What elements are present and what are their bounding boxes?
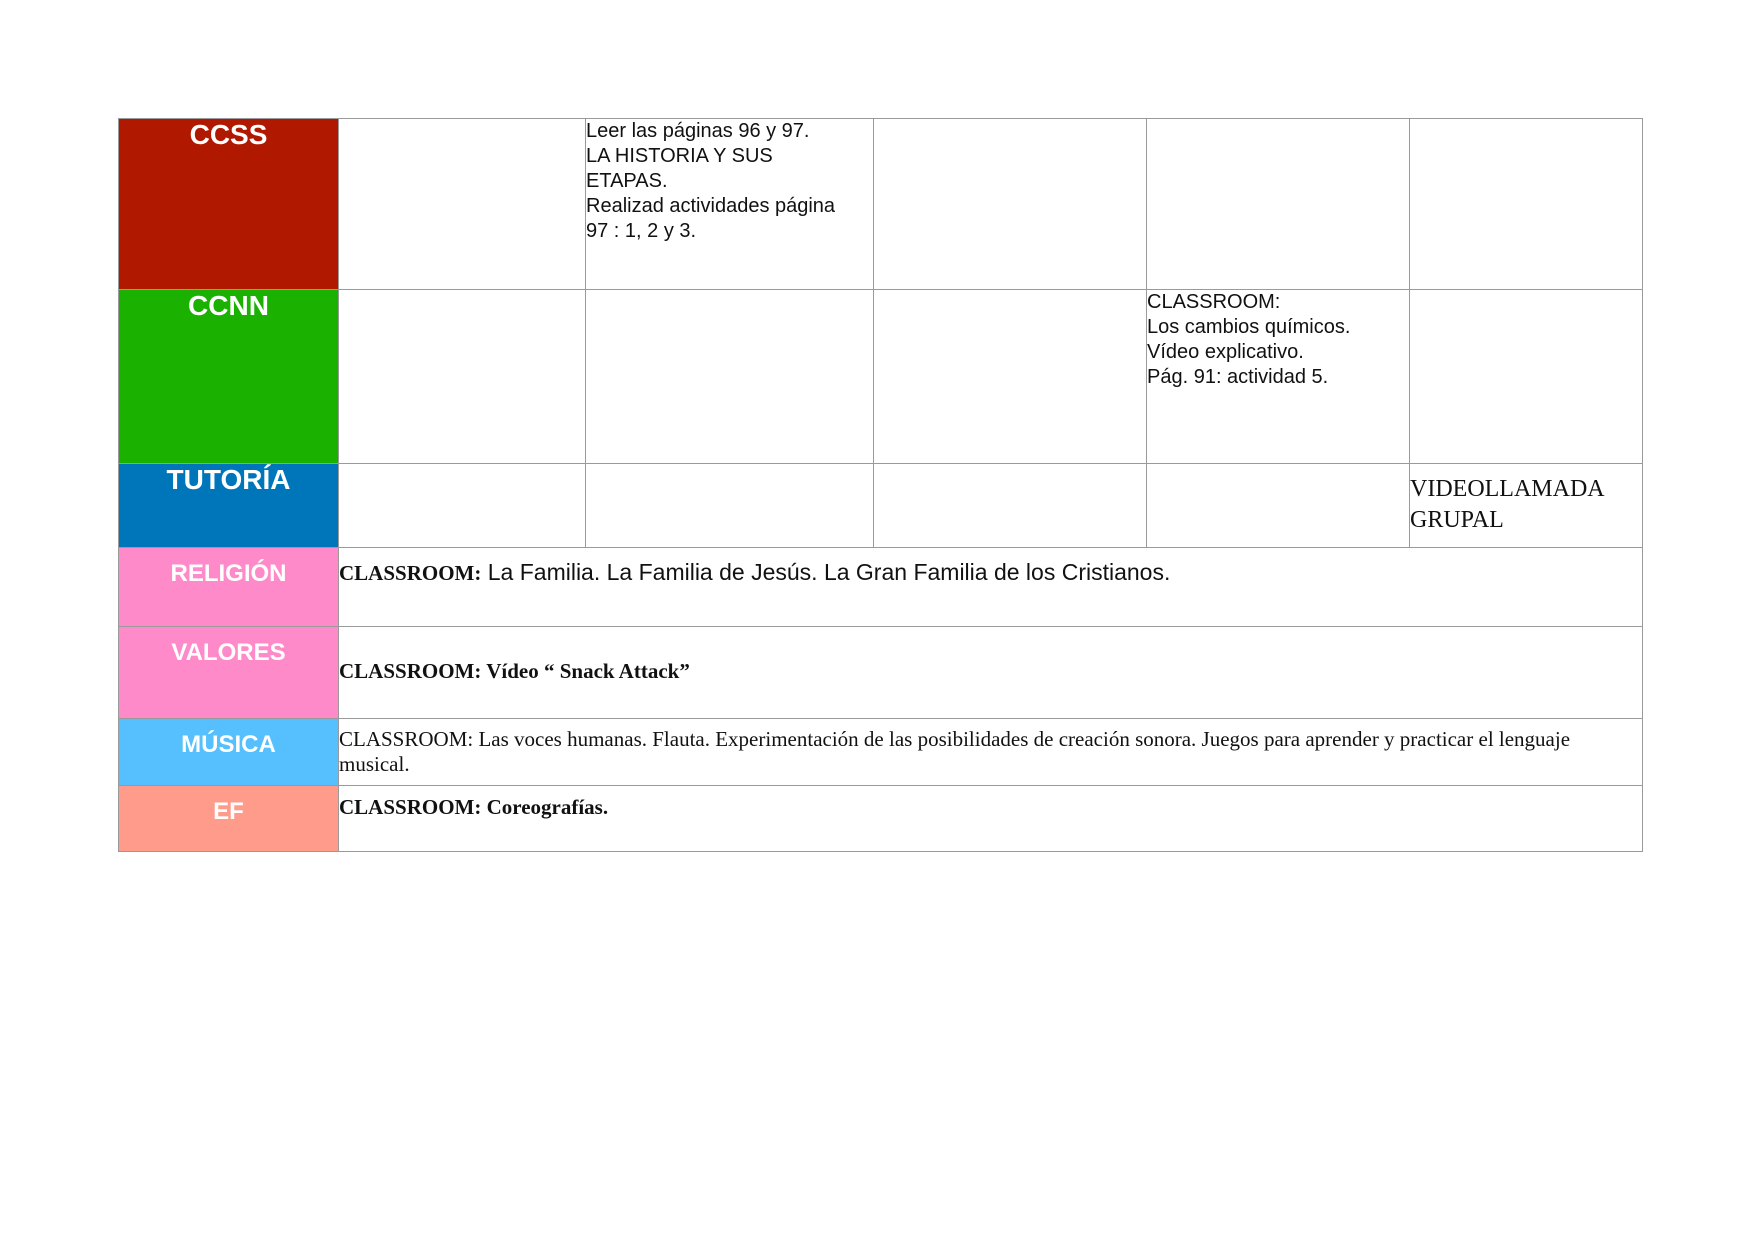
ccss-line: ETAPAS.	[586, 170, 668, 192]
religion-text: La Familia. La Familia de Jesús. La Gran Familia de los Cristianos.	[481, 559, 1171, 585]
tutoria-line: GRUPAL	[1410, 507, 1504, 533]
ccnn-line: CLASSROOM:	[1147, 291, 1281, 313]
musica-content: CLASSROOM: Las voces humanas. Flauta. Experimentación de las posibilidades de creación sonora. Juegos para aprender y practicar el lenguaje musical.	[339, 719, 1643, 786]
subject-ef: EF	[119, 786, 339, 852]
timetable-page	[118, 118, 1642, 852]
subject-valores: VALORES	[119, 627, 339, 719]
ccnn-day-1	[339, 290, 586, 464]
subject-musica: MÚSICA	[119, 719, 339, 786]
tutoria-day-2	[586, 464, 874, 548]
ccss-day-4	[1147, 119, 1410, 290]
ccss-day-3	[874, 119, 1147, 290]
timetable	[118, 118, 1643, 852]
row-ccnn	[119, 290, 1643, 464]
ccss-line: Leer las páginas 96 y 97.	[586, 120, 810, 142]
ccnn-day-3	[874, 290, 1147, 464]
ccnn-line: Pág. 91: actividad 5.	[1147, 366, 1329, 388]
tutoria-day-1	[339, 464, 586, 548]
row-valores	[119, 627, 1643, 719]
tutoria-line: VIDEOLLAMADA	[1410, 476, 1605, 502]
ccss-line: 97 : 1, 2 y 3.	[586, 220, 697, 242]
tutoria-day-4	[1147, 464, 1410, 548]
valores-text: CLASSROOM: Vídeo “ Snack Attack”	[339, 659, 690, 683]
row-tutoria	[119, 464, 1643, 548]
ccnn-day-5	[1410, 290, 1643, 464]
row-ccss	[119, 119, 1643, 290]
ccss-line: Realizad actividades página	[586, 195, 836, 217]
row-ef	[119, 786, 1643, 852]
subject-tutoria: TUTORÍA	[119, 464, 339, 548]
ccnn-line: Vídeo explicativo.	[1147, 341, 1304, 363]
subject-ccss: CCSS	[119, 119, 339, 290]
religion-content	[339, 548, 1643, 627]
ccss-line: LA HISTORIA Y SUS	[586, 145, 773, 167]
religion-lead: CLASSROOM:	[339, 561, 482, 585]
tutoria-day-3	[874, 464, 1147, 548]
valores-content	[339, 627, 1643, 719]
ef-text: CLASSROOM: Coreografías.	[339, 795, 609, 819]
subject-ccnn: CCNN	[119, 290, 339, 464]
ccnn-day-4	[1147, 290, 1410, 464]
row-musica	[119, 719, 1643, 786]
ccnn-day-2	[586, 290, 874, 464]
ef-content	[339, 786, 1643, 852]
tutoria-day-5	[1410, 464, 1643, 548]
ccss-day-2	[586, 119, 874, 290]
subject-religion: RELIGIÓN	[119, 548, 339, 627]
ccss-day-1	[339, 119, 586, 290]
ccnn-line: Los cambios químicos.	[1147, 316, 1351, 338]
row-religion	[119, 548, 1643, 627]
ccss-day-5	[1410, 119, 1643, 290]
